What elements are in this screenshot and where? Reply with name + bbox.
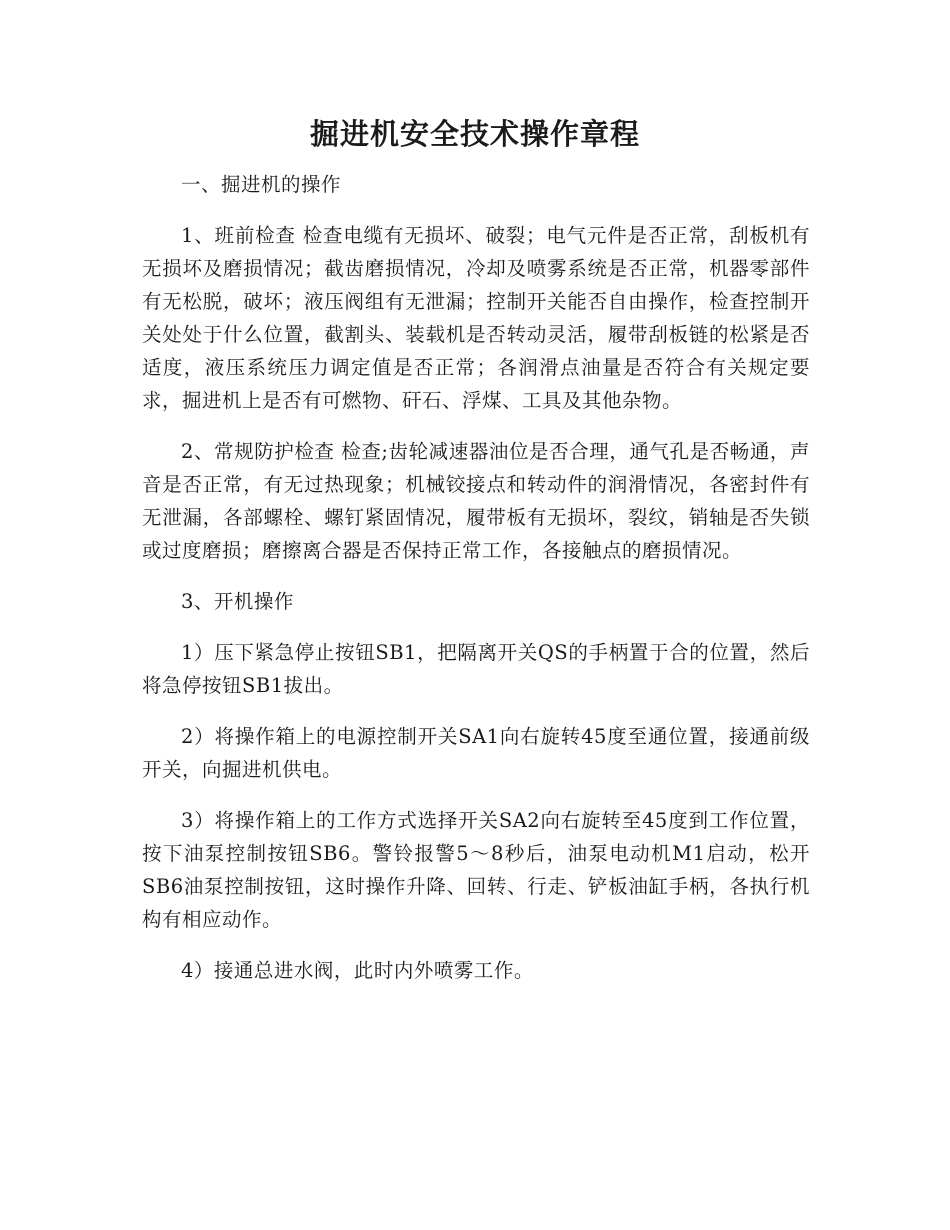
paragraph-step-3: 3）将操作箱上的工作方式选择开关SA2向右旋转至45度到工作位置，按下油泵控制按钮SB6。警铃报警5～8秒后，油泵电动机M1启动，松开SB6油泵控制按钮，这时操作升降、回转、行走、铲板油缸手柄，各执行机构有相应动作。 <box>142 809 810 931</box>
section-heading-operation: 一、掘进机的操作 <box>181 173 342 196</box>
paragraph-step-2: 2）将操作箱上的电源控制开关SA1向右旋转45度至通位置，接通前级开关，向掘进机供电。 <box>142 725 810 781</box>
document-body <box>142 168 810 1005</box>
paragraph-routine-protection-check: 2、常规防护检查 检查;齿轮减速器油位是否合理，通气孔是否畅通，声音是否正常，有无过热现象；机械铰接点和转动件的润滑情况，各密封件有无泄漏，各部螺栓、螺钉紧固情况，履带板有无损坏，裂纹，销轴是否失锁或过度磨损；磨擦离合器是否保持正常工作，各接触点的磨损情况。 <box>142 440 810 562</box>
paragraph-step-4: 4）接通总进水阀，此时内外喷雾工作。 <box>181 959 534 982</box>
paragraph-step-1: 1）压下紧急停止按钮SB1，把隔离开关QS的手柄置于合的位置，然后将急停按钮SB1拔出。 <box>142 641 810 697</box>
section-heading-startup: 3、开机操作 <box>181 590 294 613</box>
paragraph-pre-shift-inspection: 1、班前检查 检查电缆有无损坏、破裂；电气元件是否正常，刮板机有无损坏及磨损情况；截齿磨损情况，冷却及喷雾系统是否正常，机器零部件有无松脱，破坏；液压阀组有无泄漏；控制开关能否自由操作，检查控制开关处处于什么位置，截割头、装载机是否转动灵活，履带刮板链的松紧是否适度，液压系统压力调定值是否正常；各润滑点油量是否符合有关规定要求，掘进机上是否有可燃物、矸石、浮煤、工具及其他杂物。 <box>142 224 810 412</box>
document-title: 掘进机安全技术操作章程 <box>309 117 640 151</box>
